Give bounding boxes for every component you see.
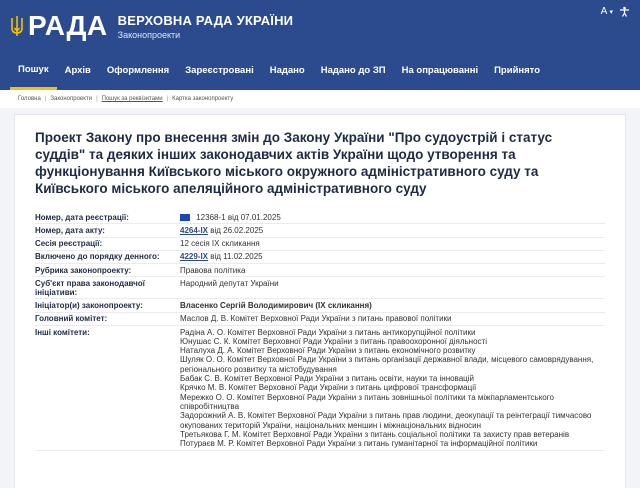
subject-value: Народний депутат України — [180, 277, 605, 299]
nav-item-provided-zp[interactable]: Надано до ЗП — [320, 65, 386, 76]
nav-item-adopted[interactable]: Прийнято — [494, 65, 541, 76]
bill-details-table — [35, 211, 605, 451]
table-row — [35, 237, 605, 250]
list-item: Потураєв М. Р. Комітет Верховної Ради України з питань гуманітарної та інформаційної політики — [180, 439, 538, 449]
font-size-label: A — [600, 6, 607, 17]
breadcrumb-home[interactable]: Головна — [18, 96, 41, 102]
breadcrumb — [0, 90, 640, 108]
breadcrumb-current: Картка законопроекту — [172, 96, 234, 102]
other-committees-list — [180, 326, 605, 451]
field-label: Суб'єкт права законодавчої ініціативи: — [35, 277, 180, 299]
nav-item-archive[interactable]: Архів — [64, 65, 91, 76]
table-row — [35, 224, 605, 237]
bill-card — [14, 114, 626, 488]
agenda-date: від 11.02.2025 — [208, 252, 263, 262]
field-label: Сесія реєстрації: — [35, 237, 180, 250]
main-committee-value: Маслов Д. В. Комітет Верховної Ради України з питань правової політики — [180, 312, 605, 325]
table-row — [35, 211, 605, 224]
rubric-value: Правова політика — [180, 264, 605, 277]
initiator-value: Власенко Сергій Володимирович (IX скликання) — [180, 299, 605, 312]
nav-item-formatting[interactable]: Оформлення — [106, 65, 170, 76]
list-item: Третьякова Г. М. Комітет Верховної Ради України з питань соціальної політики та захисту прав ветеранів — [180, 429, 570, 439]
accessibility-icon[interactable] — [619, 6, 630, 17]
list-item: Мережко О. О. Комітет Верховної Ради України з питань зовнішньої політики та міжпарламентського співробітництва — [180, 392, 554, 411]
list-item: Радіна А. О. Комітет Верховної Ради України з питань антикорупційної політики — [180, 327, 476, 337]
field-value — [180, 224, 605, 237]
act-date: від 26.02.2025 — [208, 225, 264, 235]
field-label: Інші комітети: — [35, 326, 180, 451]
list-item: Шуляк О. О. Комітет Верховної Ради України з питань організації державної влади, місцевого самоврядування, регіонального розвитку та містобудування — [180, 355, 594, 374]
eu-flag-icon — [180, 214, 190, 221]
nav-item-registered[interactable]: Зареєстровані — [185, 65, 254, 76]
act-number-link[interactable]: 4264-IX — [180, 225, 209, 235]
field-label: Номер, дата реєстрації: — [35, 211, 180, 224]
site-subtitle[interactable]: Законопроекти — [117, 29, 181, 40]
session-value: 12 сесія IX скликання — [180, 237, 605, 250]
field-label: Номер, дата акту: — [35, 224, 180, 237]
table-row — [35, 326, 605, 451]
nav-item-processing[interactable]: На опрацюванні — [401, 65, 479, 76]
site-title[interactable]: ВЕРХОВНА РАДА УКРАЇНИ — [117, 12, 294, 28]
list-item: Бабак С. В. Комітет Верховної Ради України з питань освіти, науки та інновацій — [180, 374, 474, 384]
field-label: Рубрика законопроекту: — [35, 264, 180, 277]
breadcrumb-bills[interactable]: Законопроекти — [50, 96, 93, 102]
list-item: Юнушас С. К. Комітет Верховної Ради України з питань правоохоронної діяльності — [180, 336, 487, 346]
site-logo[interactable] — [10, 12, 108, 40]
main-nav — [0, 52, 640, 90]
breadcrumb-separator: | — [166, 96, 169, 102]
breadcrumb-separator: | — [44, 96, 47, 102]
table-row — [35, 277, 605, 299]
font-size-button[interactable] — [601, 6, 613, 17]
table-row — [35, 250, 605, 263]
list-item: Крячко М. В. Комітет Верховної Ради України з питань цифрової трансформації — [180, 383, 477, 393]
field-label: Головний комітет: — [35, 312, 180, 325]
site-header — [0, 0, 640, 52]
trident-icon — [10, 15, 24, 37]
list-item: Наталуха Д. А. Комітет Верховної Ради України з питань економічного розвитку — [180, 346, 476, 356]
table-row — [35, 264, 605, 277]
chevron-down-icon: ▾ — [609, 9, 613, 16]
header-tools — [601, 6, 630, 17]
breadcrumb-search[interactable]: Пошук за реквізитами — [101, 96, 163, 102]
field-value — [180, 211, 605, 224]
breadcrumb-separator: | — [96, 96, 98, 102]
table-row — [35, 299, 605, 312]
field-value — [180, 250, 605, 263]
site-title-block — [118, 13, 294, 40]
table-row — [35, 312, 605, 325]
list-item: Задорожний А. В. Комітет Верховної Ради України з питань прав людини, деокупації та реінтеграції тимчасово окупованих територій України, національних меншин і міжнаціональних відносин — [180, 411, 592, 430]
registration-value: 12368-1 від 07.01.2025 — [196, 212, 281, 222]
field-label: Включено до порядку денного: — [35, 250, 180, 263]
logo-text: РАДА — [28, 10, 108, 41]
nav-item-provided[interactable]: Надано — [269, 65, 305, 76]
agenda-number-link[interactable]: 4229-IX — [180, 252, 209, 262]
page-title: Проект Закону про внесення змін до Закону України "Про судоустрій і статус суддів" та деяких інших законодавчих актів України щодо утворення та функціонування Київського міського окружного адміністративного суду та Київського міського апеляційного адміністративного суду — [35, 130, 553, 196]
field-label: Ініціатор(и) законопроекту: — [35, 299, 180, 312]
nav-item-search[interactable]: Пошук — [10, 52, 57, 90]
